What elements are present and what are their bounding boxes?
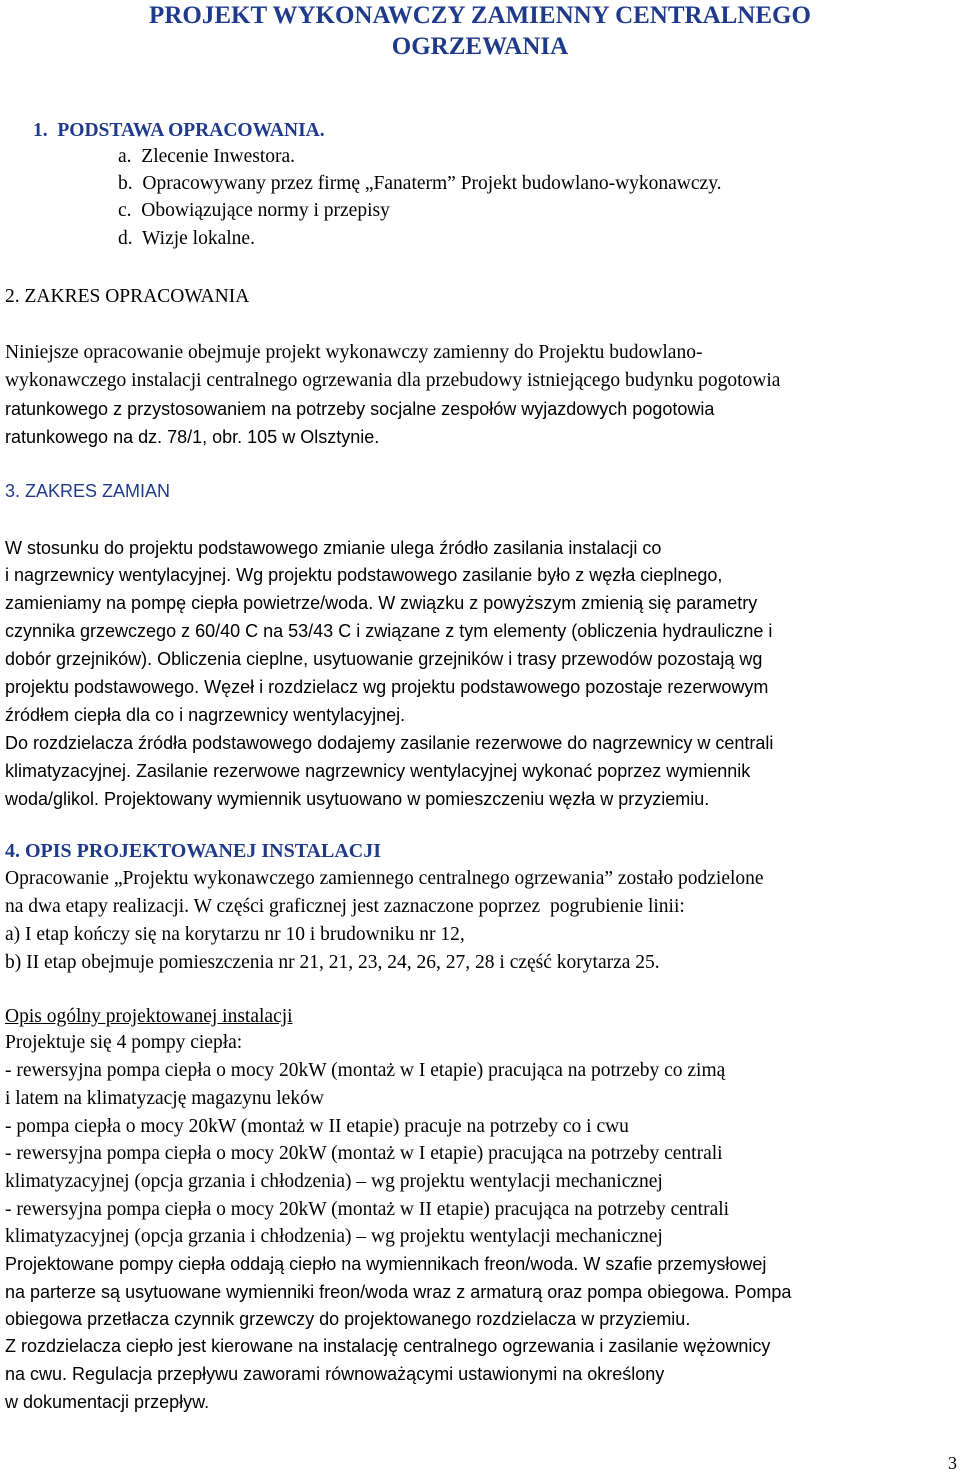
paragraph-line: i latem na klimatyzację magazynu leków [5, 1088, 324, 1109]
paragraph-line: - rewersyjna pompa ciepła o mocy 20kW (montaż w I etapie) pracująca na potrzeby co zimą [5, 1060, 726, 1081]
paragraph-line: wykonawczego instalacji centralnego ogrzewania dla przebudowy istniejącego budynku pogotowia [5, 370, 781, 391]
general-description-heading: Opis ogólny projektowanej instalacji [5, 1006, 293, 1027]
list-item: d. Wizje lokalne. [118, 228, 255, 249]
paragraph-line: woda/glikol. Projektowany wymiennik usytuowano w pomieszczeniu węzła w przyziemiu. [5, 789, 710, 809]
paragraph-line: Do rozdzielacza źródła podstawowego dodajemy zasilanie rezerwowe do nagrzewnicy w centrali [5, 733, 774, 753]
paragraph-line: klimatyzacyjnej (opcja grzania i chłodzenia) – wg projektu wentylacji mechanicznej [5, 1171, 663, 1192]
page-number: 3 [948, 1453, 957, 1473]
section-2-heading: 2. ZAKRES OPRACOWANIA [5, 286, 250, 307]
paragraph-line: na cwu. Regulacja przepływu zaworami równoważącymi ustawionymi na określony [5, 1364, 665, 1384]
paragraph-line: źródłem ciepła dla co i nagrzewnicy wentylacyjnej. [5, 705, 406, 725]
title-line-2: OGRZEWANIA [391, 33, 569, 60]
paragraph-line: a) I etap kończy się na korytarzu nr 10 i brudowniku nr 12, [5, 924, 465, 945]
section-1-heading: 1. PODSTAWA OPRACOWANIA. [33, 120, 325, 141]
paragraph-line: ratunkowego z przystosowaniem na potrzeby socjalne zespołów wyjazdowych pogotowia [5, 399, 715, 419]
paragraph-line: na parterze są usytuowane wymienniki freon/woda wraz z armaturą oraz pompa obiegowa. Pompa [5, 1282, 792, 1302]
paragraph-line: w dokumentacji przepływ. [5, 1392, 210, 1412]
paragraph-line: klimatyzacyjnej. Zasilanie rezerwowe nagrzewnicy wentylacyjnej wykonać poprzez wymiennik [5, 761, 751, 781]
list-item: b. Opracowywany przez firmę „Fanaterm” Projekt budowlano-wykonawczy. [118, 173, 722, 194]
paragraph-line: ratunkowego na dz. 78/1, obr. 105 w Olsztynie. [5, 427, 380, 447]
paragraph-line: Z rozdzielacza ciepło jest kierowane na instalację centralnego ogrzewania i zasilanie wężownicy [5, 1336, 771, 1356]
paragraph-line: b) II etap obejmuje pomieszczenia nr 21, 21, 23, 24, 26, 27, 28 i część korytarza 25. [5, 952, 660, 973]
paragraph-line: na dwa etapy realizacji. W części graficznej jest zaznaczone poprzez pogrubienie linii: [5, 896, 685, 917]
paragraph-line: Projektowane pompy ciepła oddają ciepło na wymiennikach freon/woda. W szafie przemysłowej [5, 1254, 767, 1274]
paragraph-line: Projektuje się 4 pompy ciepła: [5, 1032, 243, 1053]
title-line-1: PROJEKT WYKONAWCZY ZAMIENNY CENTRALNEGO [149, 2, 811, 29]
paragraph-line: projektu podstawowego. Węzeł i rozdzielacz wg projektu podstawowego pozostaje rezerwowym [5, 677, 769, 697]
paragraph-line: - rewersyjna pompa ciepła o mocy 20kW (montaż w II etapie) pracująca na potrzeby centrali [5, 1199, 730, 1220]
paragraph-line: - pompa ciepła o mocy 20kW (montaż w II etapie) pracuje na potrzeby co i cwu [5, 1116, 629, 1137]
paragraph-line: W stosunku do projektu podstawowego zmianie ulega źródło zasilania instalacji co [5, 538, 662, 558]
paragraph-line: Opracowanie „Projektu wykonawczego zamiennego centralnego ogrzewania” zostało podzielone [5, 868, 764, 889]
paragraph-line: czynnika grzewczego z 60/40 C na 53/43 C i związane z tym elementy (obliczenia hydrauliczne i [5, 621, 773, 641]
paragraph-line: i nagrzewnicy wentylacyjnej. Wg projektu podstawowego zasilanie było z węzła cieplnego, [5, 565, 723, 585]
section-4-heading: 4. OPIS PROJEKTOWANEJ INSTALACJI [5, 840, 381, 862]
paragraph-line: Niniejsze opracowanie obejmuje projekt wykonawczy zamienny do Projektu budowlano- [5, 342, 703, 363]
list-item: c. Obowiązujące normy i przepisy [118, 200, 390, 221]
paragraph-line: - rewersyjna pompa ciepła o mocy 20kW (montaż w I etapie) pracująca na potrzeby centrali [5, 1143, 723, 1164]
section-3-heading: 3. ZAKRES ZAMIAN [5, 481, 171, 501]
paragraph-line: dobór grzejników). Obliczenia cieplne, usytuowanie grzejników i trasy przewodów pozostają wg [5, 649, 763, 669]
paragraph-line: zamieniamy na pompę ciepła powietrze/woda. W związku z powyższym zmienią się parametry [5, 593, 758, 613]
list-item: a. Zlecenie Inwestora. [118, 146, 296, 167]
paragraph-line: obiegowa przetłacza czynnik grzewczy do projektowanego rozdzielacza w przyziemiu. [5, 1309, 691, 1329]
paragraph-line: klimatyzacyjnej (opcja grzania i chłodzenia) – wg projektu wentylacji mechanicznej [5, 1226, 663, 1247]
